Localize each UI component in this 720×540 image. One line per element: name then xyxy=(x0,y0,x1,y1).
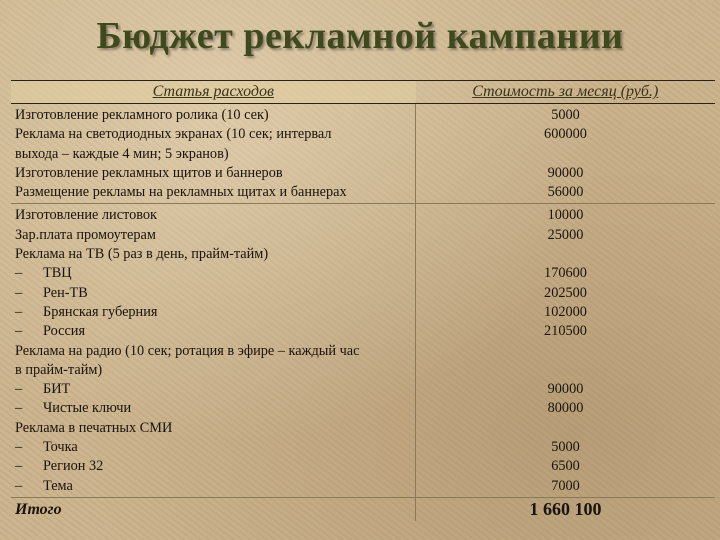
item-label: Размещение рекламы на рекламных щитах и баннерах xyxy=(15,184,347,201)
item-label: Реклама на радио (10 сек; ротация в эфире – каждый час xyxy=(15,342,360,359)
sub-item-label: – Рен-ТВ xyxy=(15,284,411,303)
cost-value: 25000 xyxy=(547,226,584,243)
budget-table xyxy=(11,80,715,521)
sub-item-label: – Россия xyxy=(15,322,411,341)
cost-value: 210500 xyxy=(544,323,587,340)
item-label: в прайм-тайм) xyxy=(15,361,103,378)
cost-value: 6500 xyxy=(551,458,580,475)
total-row xyxy=(11,497,715,521)
sub-item-label: – Чистые ключи xyxy=(15,399,411,418)
total-label: Итого xyxy=(11,497,416,521)
cost-value: 90000 xyxy=(547,381,584,398)
item-label: Изготовление рекламного ролика (10 сек) xyxy=(15,107,269,123)
total-value: 1 660 100 xyxy=(529,498,602,519)
cost-value: 5000 xyxy=(551,439,580,456)
cost-value: 102000 xyxy=(544,303,587,320)
table-group xyxy=(11,204,715,497)
cost-value: 10000 xyxy=(547,207,584,224)
column-header-cost: Стоимость за месяц (руб.) xyxy=(416,81,716,104)
sub-item-label: – Брянская губерния xyxy=(15,303,411,322)
sub-item-label: – БИТ xyxy=(15,380,411,399)
cost-value: 90000 xyxy=(547,164,584,181)
cost-value xyxy=(420,419,711,438)
item-column xyxy=(11,104,416,204)
item-label: Изготовление рекламных щитов и баннеров xyxy=(15,164,283,181)
sub-item-label: – ТВЦ xyxy=(15,264,411,283)
sub-item-label: – Точка xyxy=(15,438,411,457)
page-title: Бюджет рекламной кампании xyxy=(96,15,624,57)
sub-item-label: – Регион 32 xyxy=(15,457,411,476)
cost-value xyxy=(420,145,711,164)
item-label: Реклама на ТВ (5 раз в день, прайм-тайм) xyxy=(15,246,269,263)
item-label: выхода – каждые 4 мин; 5 экранов) xyxy=(15,145,229,162)
cost-column xyxy=(416,104,716,204)
sub-item-label: – Тема xyxy=(15,477,411,496)
cost-value: 80000 xyxy=(547,400,584,417)
cost-value xyxy=(420,361,711,380)
item-column xyxy=(11,204,416,497)
item-label: Реклама на светодиодных экранах (10 сек; интервал xyxy=(15,126,332,143)
cost-value xyxy=(420,342,711,361)
cost-value xyxy=(420,245,711,264)
cost-value: 170600 xyxy=(544,265,587,282)
cost-value: 5000 xyxy=(551,107,580,123)
cost-value: 600000 xyxy=(544,126,587,143)
table-header xyxy=(11,81,715,104)
item-label: Реклама в печатных СМИ xyxy=(15,419,173,436)
cost-value: 56000 xyxy=(547,184,584,201)
table-group xyxy=(11,104,715,204)
column-header-item: Статья расходов xyxy=(11,81,416,104)
item-label: Зар.плата промоутерам xyxy=(15,226,156,243)
cost-column xyxy=(416,204,716,497)
cost-value: 202500 xyxy=(544,284,587,301)
item-label: Изготовление листовок xyxy=(15,207,157,224)
cost-value: 7000 xyxy=(551,477,580,494)
